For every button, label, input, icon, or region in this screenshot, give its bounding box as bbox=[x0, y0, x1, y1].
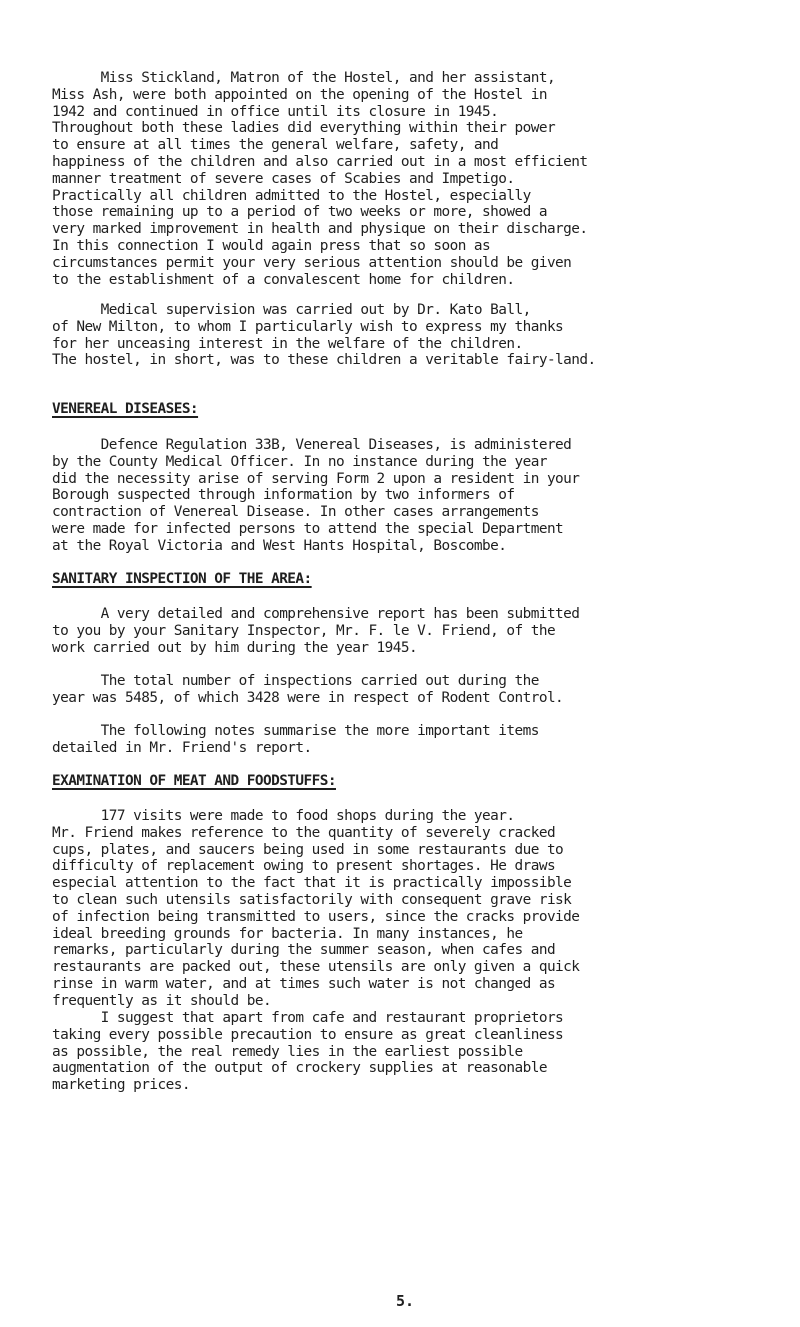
summary-notes-paragraph: The following notes summarise the more important items detailed in Mr. Friend's report. bbox=[52, 723, 539, 756]
meat-foodstuffs-heading: EXAMINATION OF MEAT AND FOODSTUFFS: bbox=[52, 773, 336, 789]
medical-supervision-paragraph: Medical supervision was carried out by Dr. Kato Ball, of New Milton, to whom I particularly wish to express my thanks for her unceasing interest in the welfare of the children. The hostel, in short, was to these children a veritable fairy-land. bbox=[52, 302, 596, 369]
food-shops-paragraph: 177 visits were made to food shops during the year. Mr. Friend makes reference to the quantity of severely cracked cups, plates, and saucers being used in some restaurants due to difficulty of replacement owing to present shortages. He draws especial attention to the fact that it is practically impossible to clean such utensils satisfactorily with consequent grave risk of infection being transmitted to users, since the cracks provide ideal breeding grounds for bacteria. In many instances, he remarks, particularly during the summer season, when cafes and restaurants are packed out, these utensils are only given a quick rinse in warm water, and at times such water is not changed as frequently as it should be. bbox=[52, 808, 580, 1009]
venereal-diseases-paragraph: Defence Regulation 33B, Venereal Diseases, is administered by the County Medical Officer. In no instance during the year did the necessity arise of serving Form 2 upon a resident in your Borough suspected through information by two informers of contraction of Venereal Disease. In other cases arrangements were made for infected persons to attend the special Department at the Royal Victoria and West Hants Hospital, Boscombe. bbox=[52, 437, 580, 554]
sanitary-report-paragraph: A very detailed and comprehensive report has been submitted to you by your Sanitary Inspector, Mr. F. le V. Friend, of the work carried out by him during the year 1945. bbox=[52, 606, 580, 656]
page-number: 5. bbox=[396, 1292, 415, 1310]
intro-paragraph: Miss Stickland, Matron of the Hostel, and her assistant, Miss Ash, were both appointed on the opening of the Hostel in 1942 and continued in office until its closure in 1945. Throughout both these ladies did everything within their power to ensure at all times the general welfare, safety, and happiness of the children and also carried out in a most efficient manner treatment of severe cases of Scabies and Impetigo. Practically all children admitted to the Hostel, especially those remaining up to a period of two weeks or more, showed a very marked improvement in health and physique on their discharge. In this connection I would again press that so soon as circumstances permit your very serious attention should be given to the establishment of a convalescent home for children. bbox=[52, 70, 588, 288]
inspections-total-paragraph: The total number of inspections carried out during the year was 5485, of which 3428 were in respect of Rodent Control. bbox=[52, 673, 564, 706]
venereal-diseases-heading: VENEREAL DISEASES: bbox=[52, 401, 199, 417]
remedy-suggestion-paragraph: I suggest that apart from cafe and restaurant proprietors taking every possible precaution to ensure as great cleanliness as possible, the real remedy lies in the earliest possible augmentation of the output of crockery supplies at reasonable marketing prices. bbox=[52, 1010, 564, 1094]
sanitary-inspection-heading: SANITARY INSPECTION OF THE AREA: bbox=[52, 571, 312, 587]
